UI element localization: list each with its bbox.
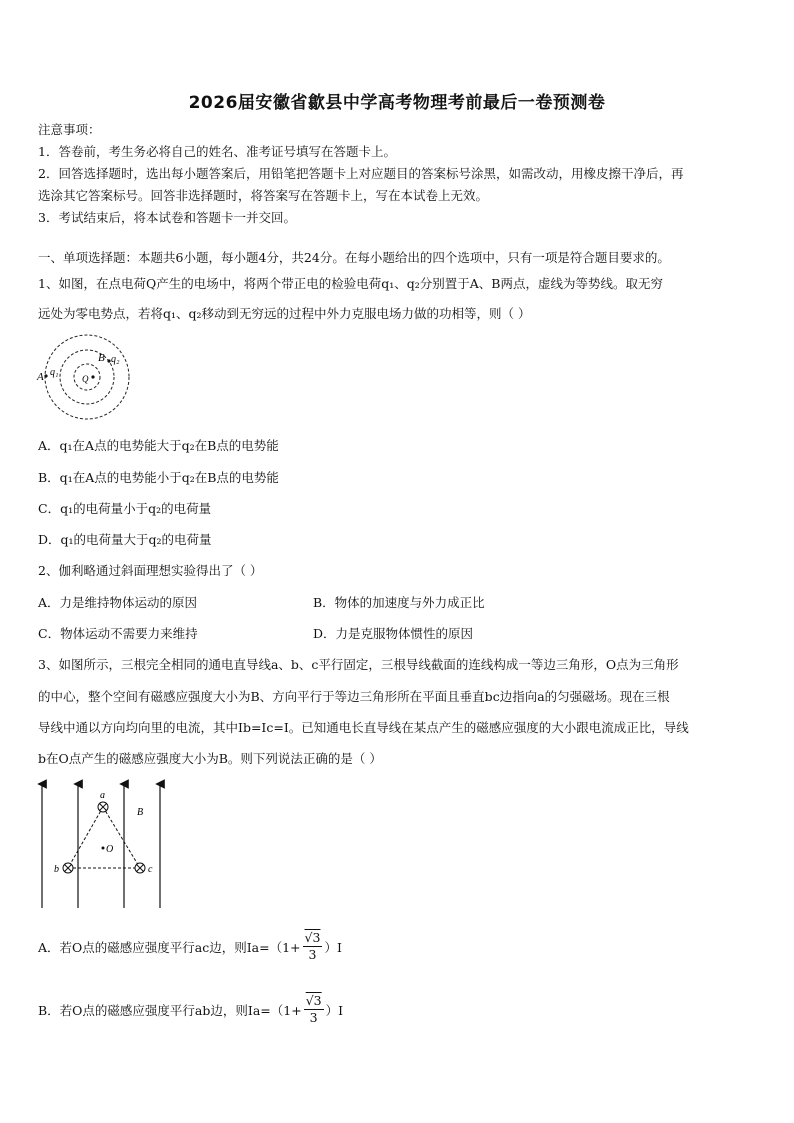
q2-option-d: D．力是克服物体惯性的原因 (313, 626, 474, 641)
label-B: B (98, 352, 105, 364)
wire-b-cross-icon (63, 863, 73, 873)
q1-option-d: D．q₁的电荷量大于q₂的电荷量 (38, 532, 212, 547)
q1-stem-line1: 1、如图，在点电荷Q产生的电场中，将两个带正电的检验电荷q₁、q₂分别置于A、B两点，虚线为等势线。取无穷 (38, 276, 663, 291)
notice-item-2: 2．回答选择题时，选出每小题答案后，用铅笔把答题卡上对应题目的答案标号涂黑，如需改动，用橡皮擦干净后，再 (38, 166, 684, 181)
q2-option-a: A．力是维持物体运动的原因 (38, 595, 198, 610)
q3-stem-line4: b在O点产生的磁感应强度大小为B。则下列说法正确的是（ ） (38, 751, 382, 766)
label-a: a (100, 790, 105, 801)
q1-option-a: A．q₁在A点的电势能大于q₂在B点的电势能 (38, 438, 279, 453)
wire-c-cross-icon (135, 863, 145, 873)
notice-heading: 注意事项： (38, 122, 101, 137)
label-O: O (106, 844, 114, 855)
fraction-numerator: √3 (304, 930, 321, 945)
fraction-denominator: 3 (308, 947, 317, 962)
q3-option-a-text: A．若O点的磁感应强度平行ac边，则Ia=（1+ (38, 939, 301, 955)
label-field-B: B (137, 807, 144, 818)
q3-stem-line3: 导线中通以方向均向里的电流，其中Ib=Ic=I。已知通电长直导线在某点产生的磁感应强度的大小跟电流成正比，导线 (38, 720, 689, 735)
section-heading: 一、单项选择题：本题共6小题，每小题4分，共24分。在每小题给出的四个选项中，只有一项是符合题目要求的。 (38, 250, 670, 265)
fraction-denominator: 3 (309, 1010, 318, 1025)
fraction (304, 993, 324, 1026)
label-q1: q₁ (50, 367, 59, 378)
label-b: b (54, 864, 59, 875)
page-title: 2026届安徽省歙县中学高考物理考前最后一卷预测卷 (188, 93, 606, 113)
fraction (303, 930, 323, 963)
q3-option-a (38, 930, 342, 963)
notice-item-2-cont: 选涂其它答案标号。回答非选择题时，将答案写在答题卡上，写在本试卷上无效。 (38, 188, 489, 203)
label-q2: q₂ (111, 354, 120, 365)
q3-option-b-suffix: ）I (325, 1002, 344, 1018)
q1-stem-line2: 远处为零电势点，若将q₁、q₂移动到无穷远的过程中外力克服电场力做的功相等，则（ ） (38, 306, 531, 321)
q3-option-b-text: B．若O点的磁感应强度平行ab边，则Ia=（1+ (38, 1002, 302, 1018)
q2-option-b: B．物体的加速度与外力成正比 (313, 595, 485, 610)
notice-item-1: 1．答卷前，考生务必将自己的姓名、准考证号填写在答题卡上。 (38, 144, 396, 159)
q2-stem: 2、伽利略通过斜面理想实验得出了（ ） (38, 563, 263, 578)
notice-item-3: 3．考试结束后，将本试卷和答题卡一并交回。 (38, 210, 296, 225)
q3-stem-line1: 3、如图所示，三根完全相同的通电直导线a、b、c平行固定，三根导线截面的连线构成一等边三角形，O点为三角形 (38, 657, 679, 672)
label-c: c (148, 864, 153, 875)
label-Q: Q (82, 374, 89, 384)
q1-option-c: C．q₁的电荷量小于q₂的电荷量 (38, 501, 212, 516)
q3-stem-line2: 的中心，整个空间有磁感应强度大小为B、方向平行于等边三角形所在平面且垂直bc边指向a的匀强磁场。现在三根 (38, 689, 670, 704)
q2-option-c: C．物体运动不需要力来维持 (38, 626, 198, 641)
q3-wire-figure (30, 778, 170, 910)
q3-option-a-suffix: ）I (324, 939, 342, 955)
q1-option-b: B．q₁在A点的电势能小于q₂在B点的电势能 (38, 470, 279, 485)
q1-equipotential-figure (36, 334, 146, 426)
wire-a-cross-icon (98, 802, 108, 812)
label-A: A (37, 371, 44, 383)
fraction-numerator: √3 (305, 993, 322, 1008)
q3-option-b (38, 993, 343, 1026)
